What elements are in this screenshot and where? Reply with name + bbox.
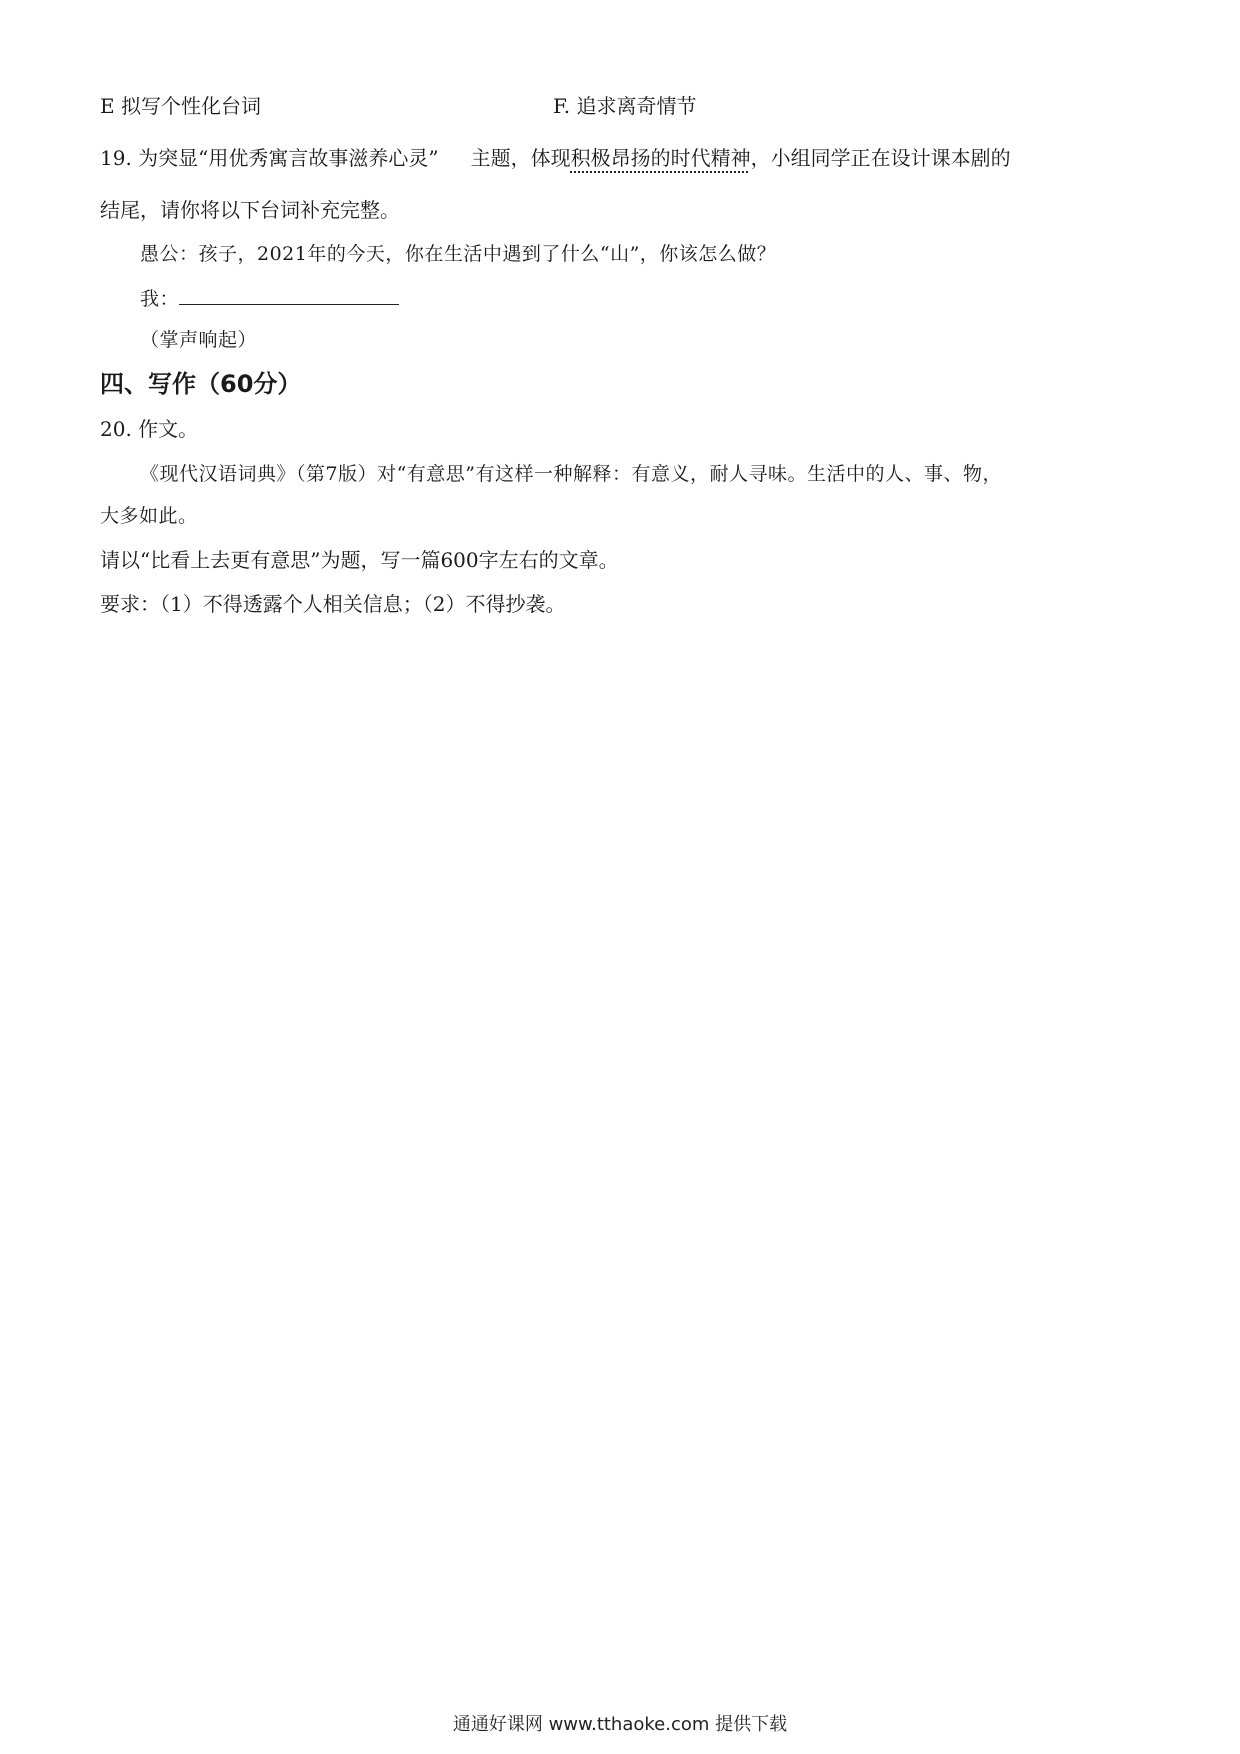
question-20-title: 20. 作文。 [100,417,199,441]
answer-line [140,284,399,313]
footer-credit: 通通好课网 www.tthaoke.com 提供下载 [452,1714,788,1735]
answer-blank[interactable] [179,284,399,305]
answer-label: 我： [140,288,180,310]
question-19-prompt-part3: ，小组同学正在设计课本剧的 [750,146,1011,170]
question-number: 19. [100,146,132,170]
stage-direction: （掌声响起） [140,329,258,351]
option-e: E 拟写个性化台词 [100,94,261,118]
dialogue-line: 愚公：孩子，2021年的今天，你在生活中遇到了什么“山”，你该怎么做？ [140,243,777,265]
material-line2: 大多如此。 [100,505,198,527]
writing-task: 请以“比看上去更有意思”为题，写一篇600字左右的文章。 [100,548,619,572]
option-f: F. 追求离奇情节 [553,94,697,118]
writing-requirements: 要求：（1）不得透露个人相关信息；（2）不得抄袭。 [100,592,566,616]
question-19-prompt-part1: 为突显“用优秀寓言故事滋养心灵” [138,146,439,170]
question-19-line2: 结尾，请你将以下台词补充完整。 [100,198,400,222]
section-heading: 四、写作（60分） [100,370,302,398]
question-19-prompt-part2: 主题，体现 [470,146,571,170]
question-19-line1 [100,144,1011,172]
emphasis-text: 积极昂扬的时代精神 [570,146,751,170]
material-line1: 《现代汉语词典》（第7版）对“有意思”有这样一种解释：有意义，耐人寻味。生活中的人、事、物， [140,463,1003,485]
